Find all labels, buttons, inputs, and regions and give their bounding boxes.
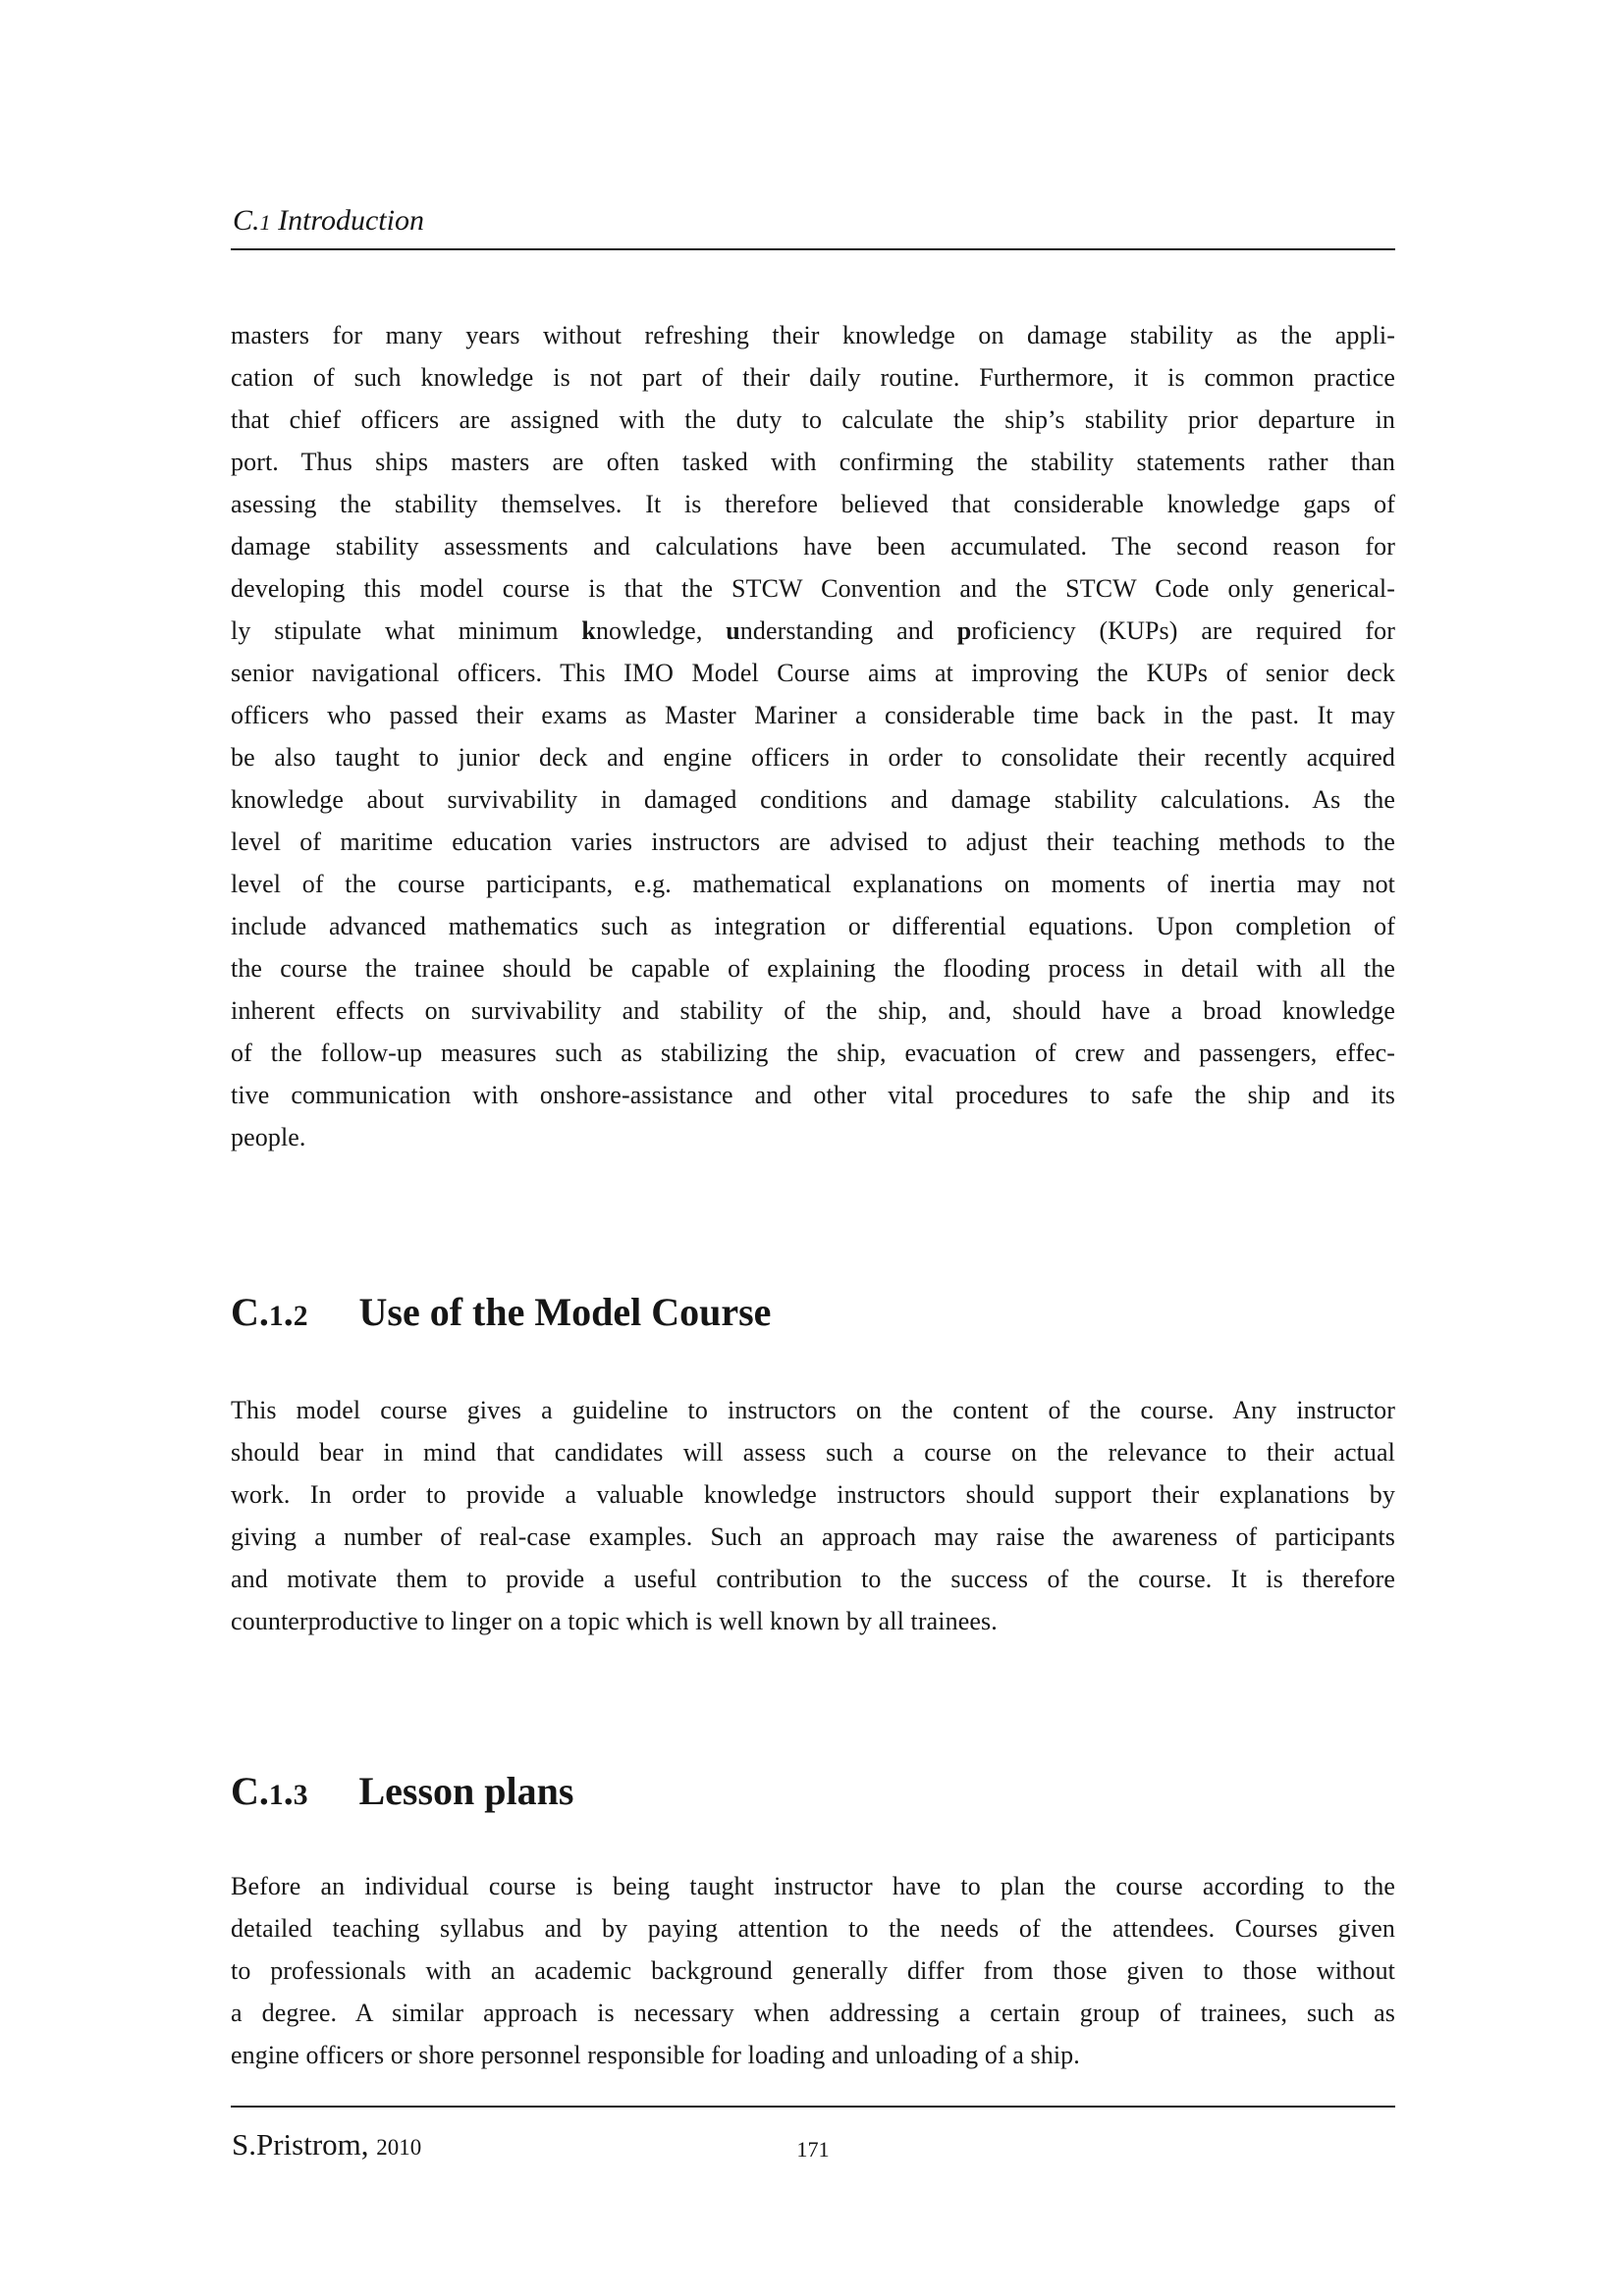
- text-line: work. In order to provide a valuable knowledge instructors should support their explanations by: [231, 1480, 1395, 1509]
- text-line: damage stability assessments and calculations have been accumulated. The second reason for: [231, 532, 1395, 561]
- text-line: Before an individual course is being taught instructor have to plan the course according to the: [231, 1872, 1395, 1900]
- header-rule: [231, 248, 1395, 250]
- section-number: C.1.2: [231, 1290, 308, 1334]
- text-line: be also taught to junior deck and engine officers in order to consolidate their recently acquired: [231, 743, 1395, 772]
- text-line: This model course gives a guideline to instructors on the content of the course. Any instructor: [231, 1396, 1395, 1424]
- text-line: port. Thus ships masters are often tasked with confirming the stability statements rather than: [231, 448, 1395, 476]
- running-header-title: C.1 Introduction: [233, 204, 424, 237]
- footer-author: S.Pristrom, 2010: [232, 2127, 422, 2162]
- text-line: cation of such knowledge is not part of their daily routine. Furthermore, it is common practice: [231, 363, 1395, 392]
- text-line: the course the trainee should be capable of explaining the flooding process in detail with all the: [231, 954, 1395, 983]
- paragraph-3: [231, 1865, 1395, 2076]
- text-line: that chief officers are assigned with the duty to calculate the ship’s stability prior departure in: [231, 405, 1395, 434]
- text-line: counterproductive to linger on a topic which is well known by all trainees.: [231, 1607, 998, 1635]
- text-line: developing this model course is that the STCW Convention and the STCW Code only generical-: [231, 574, 1395, 603]
- text-line: giving a number of real-case examples. Such an approach may raise the awareness of participants: [231, 1522, 1395, 1551]
- footer-rule: [231, 2106, 1395, 2108]
- text-line: asessing the stability themselves. It is therefore believed that considerable knowledge gaps of: [231, 490, 1395, 518]
- text-line: officers who passed their exams as Master Mariner a considerable time back in the past. It may: [231, 701, 1395, 729]
- text-line: ly stipulate what minimum knowledge, understanding and proficiency (KUPs) are required for: [231, 616, 1395, 645]
- text-line: masters for many years without refreshing their knowledge on damage stability as the appli-: [231, 321, 1395, 349]
- text-line: should bear in mind that candidates will assess such a course on the relevance to their actual: [231, 1438, 1395, 1467]
- section-heading-c13: [231, 1767, 573, 1820]
- section-number: C.1.3: [231, 1769, 308, 1813]
- section-heading-c12: [231, 1288, 771, 1341]
- section-title: Use of the Model Course: [358, 1290, 772, 1334]
- text-line: and motivate them to provide a useful contribution to the success of the course. It is therefore: [231, 1565, 1395, 1593]
- text-line: of the follow-up measures such as stabilizing the ship, evacuation of crew and passengers, effec-: [231, 1039, 1395, 1067]
- text-line: people.: [231, 1123, 306, 1151]
- text-line: senior navigational officers. This IMO Model Course aims at improving the KUPs of senior deck: [231, 659, 1395, 687]
- text-line: tive communication with onshore-assistance and other vital procedures to safe the ship and its: [231, 1081, 1395, 1109]
- text-line: to professionals with an academic background generally differ from those given to those without: [231, 1956, 1395, 1985]
- paragraph-1: [231, 314, 1395, 1158]
- text-line: a degree. A similar approach is necessary when addressing a certain group of trainees, such as: [231, 1999, 1395, 2027]
- text-line: include advanced mathematics such as integration or differential equations. Upon completion of: [231, 912, 1395, 940]
- text-line: knowledge about survivability in damaged conditions and damage stability calculations. As the: [231, 785, 1395, 814]
- section-title: Lesson plans: [358, 1769, 574, 1813]
- running-header: [233, 204, 1396, 240]
- footer-page-number: 171: [796, 2137, 830, 2162]
- text-line: engine officers or shore personnel responsible for loading and unloading of a ship.: [231, 2041, 1080, 2069]
- text-line: level of maritime education varies instructors are advised to adjust their teaching methods to the: [231, 828, 1395, 856]
- text-line: inherent effects on survivability and stability of the ship, and, should have a broad knowledge: [231, 996, 1395, 1025]
- paragraph-2: [231, 1389, 1395, 1642]
- text-line: detailed teaching syllabus and by paying attention to the needs of the attendees. Courses given: [231, 1914, 1395, 1943]
- text-line: level of the course participants, e.g. mathematical explanations on moments of inertia may not: [231, 870, 1395, 898]
